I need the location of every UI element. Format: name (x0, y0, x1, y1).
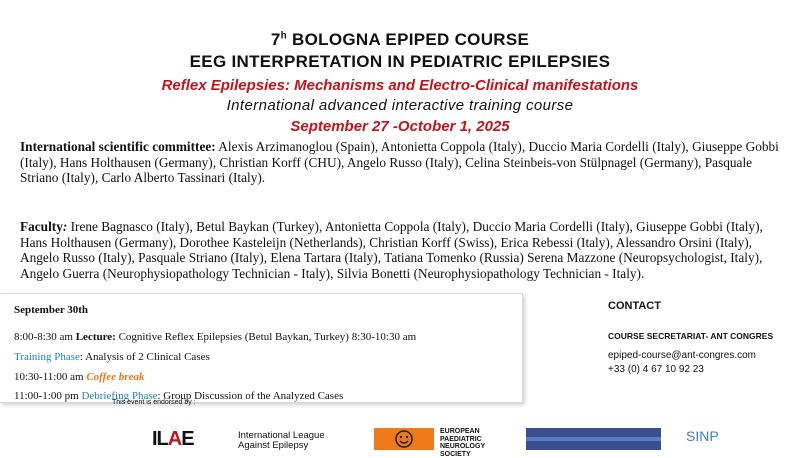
sinp-logo-text: SINP (686, 428, 719, 444)
schedule-panel (0, 293, 523, 403)
committee-members: Alexis Arzimanoglou (Spain), Antonietta Coppola (Italy), Duccio Maria Cordelli (Italy), Giuseppe Gobbi (Italy), Hans Holthausen (Germany), Christian Korff (CHU), Angelo Russo (Italy), Celina Steinbeis-von Stülpnagel (Germany), Pasquale Striano (Italy), Carlo Alberto Tassinari (Italy). (20, 139, 779, 185)
course-title (0, 30, 800, 50)
debriefing-text: : Group Discussion of the Analyzed Cases (158, 390, 344, 402)
schedule-row-coffee (14, 371, 144, 383)
training-label: Training Phase (14, 351, 80, 363)
faculty (20, 219, 785, 281)
course-type: International advanced interactive training course (0, 97, 800, 114)
schedule-time: 10:30-11:00 am (14, 371, 86, 383)
faculty-members: Irene Bagnasco (Italy), Betul Baykan (Turkey), Antonietta Coppola (Italy), Duccio Maria Cordelli (Italy), Giuseppe Gobbi (Italy), Hans Holthausen (Germany), Dorothee Kasteleijn (Netherlands), Christian Korff (Swiss), Erica Rebessi (Italy), Alessandro Orsini (Italy), Angelo Russo (Italy), Pasquale Striano (Italy), Elena Tartara (Italy), Tatiana Tomenko (Russia) Serena Mazzone (Neuropsychologist, Italy), Angelo Guerra (Neurophysiopathology Technician - Italy), Silvia Bonetti (Neurophysiopathology Technician - Italy). (20, 219, 763, 281)
course-subtitle: EEG INTERPRETATION IN PEDIATRIC EPILEPSIES (0, 52, 800, 72)
epns-line2: PAEDIATRIC (440, 436, 485, 444)
schedule-row-lecture (14, 331, 416, 343)
course-ordinal: 7 (271, 30, 281, 49)
coffee-label: Coffee break (86, 371, 144, 383)
scientific-committee (20, 139, 785, 186)
faculty-label: Faculty (20, 219, 63, 234)
contact-email[interactable]: epiped-course@ant-congres.com (608, 350, 756, 361)
training-text: : Analysis of 2 Clinical Cases (80, 351, 210, 363)
smiley-icon (374, 428, 434, 450)
course-ordinal-suffix: h (281, 30, 287, 41)
ilae-line2: Against Epilepsy (238, 441, 325, 451)
contact-phone[interactable]: +33 (0) 4 67 10 92 23 (608, 364, 704, 375)
schedule-time: 8:00-8:30 am (14, 331, 76, 343)
epns-logo-text (440, 428, 485, 458)
debriefing-label: Debriefing Phase (81, 390, 157, 402)
course-dates: September 27 -October 1, 2025 (0, 118, 800, 135)
schedule-time: 11:00-1:00 pm (14, 390, 81, 402)
epns-line1: EUROPEAN (440, 428, 485, 436)
faculty-colon: : (63, 219, 67, 234)
epns-line3: NEUROLOGY (440, 443, 485, 451)
lecture-text: Cognitive Reflex Epilepsies (Betul Baykan, Turkey) 8:30-10:30 am (116, 331, 416, 343)
endorsed-note: This event is endorsed by : (112, 399, 196, 406)
course-title-text: BOLOGNA EPIPED COURSE (287, 30, 529, 49)
contact-secretariat: COURSE SECRETARIAT- ANT CONGRES (608, 331, 773, 341)
course-theme: Reflex Epilepsies: Mechanisms and Electro-Clinical manifestations (0, 77, 800, 94)
epns-logo-icon (374, 428, 434, 450)
ilae-logo-a: A (168, 428, 181, 450)
lice-logo-stripe (526, 437, 661, 441)
lecture-label: Lecture: (76, 331, 116, 343)
schedule-date: September 30th (14, 304, 88, 316)
contact-heading: CONTACT (608, 300, 661, 312)
ilae-line1: International League (238, 431, 325, 441)
schedule-row-training (14, 351, 210, 363)
committee-label: International scientific committee: (20, 139, 216, 154)
ilae-logo-text (238, 431, 325, 451)
epns-line4: SOCIETY (440, 451, 485, 458)
ilae-logo-icon: ILAE (152, 428, 194, 451)
